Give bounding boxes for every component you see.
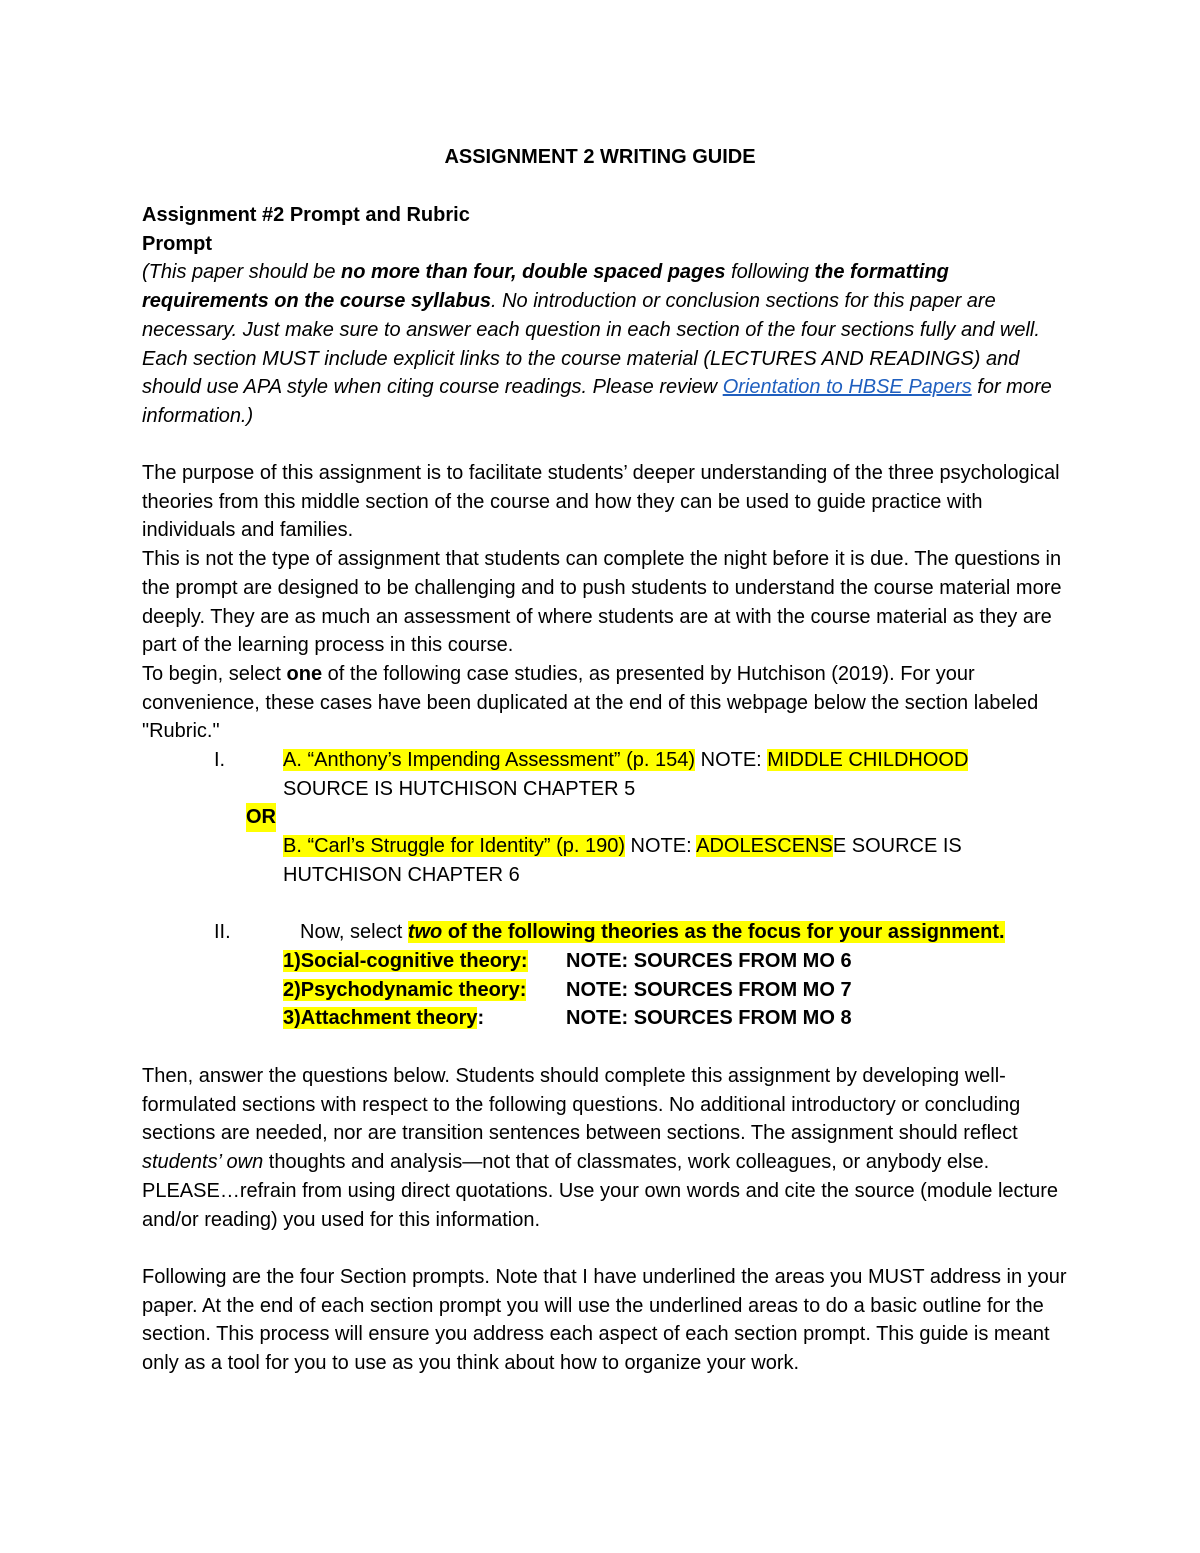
then-text-2: thoughts and analysis—not that of classmates, work colleagues, or anybody else. PLEASE…refrain from using direct quotations. Use your own words and cite the source (module lecture and/or reading) you used for this information. bbox=[142, 1151, 1058, 1231]
then-text-1: Then, answer the questions below. Students should complete this assignment by developing well-formulated sections with respect to the following questions. No additional introductory or concluding sections are needed, nor are transition sentences between sections. The assignment should reflect bbox=[142, 1065, 1021, 1145]
then-paragraph bbox=[142, 1062, 1072, 1234]
begin-text-2: of the following case studies, as presented by Hutchison (2019). For your convenience, these cases have been duplicated at the end of this webpage below the section labeled "Rubric." bbox=[142, 662, 1039, 743]
begin-paragraph bbox=[142, 660, 1072, 746]
case-b-highlight: ADOLESCENS bbox=[696, 835, 833, 857]
orientation-link[interactable]: Orientation to HBSE Papers bbox=[722, 376, 972, 399]
purpose-section bbox=[142, 459, 1072, 746]
prompt-text-3: . No introduction or conclusion sections for this paper are necessary. Just make sure to answer each question in each section of the four sections fully and well. Each section MUST include explicit links to the course material (LECTURES AND READINGS) and should use APA style when citing course readings. Please review bbox=[142, 290, 1040, 399]
select-text: Now, select bbox=[300, 921, 408, 943]
theory-note: NOTE: SOURCES FROM MO 7 bbox=[566, 979, 852, 1001]
case-b-line bbox=[283, 832, 962, 861]
theory-item bbox=[283, 947, 528, 976]
select-text-2: of the following theories as the focus for your assignment. bbox=[442, 921, 1005, 943]
case-b-source-2: HUTCHISON CHAPTER 6 bbox=[283, 864, 520, 886]
prompt-bold-formatting: the formatting requirements on the course syllabus bbox=[142, 261, 949, 313]
theory-name: 1)Social-cognitive theory: bbox=[283, 950, 528, 972]
list-numeral-ii: II. bbox=[214, 921, 231, 943]
theory-tail: : bbox=[477, 1007, 485, 1029]
begin-text-1: To begin, select bbox=[142, 662, 287, 685]
prompt-paragraph bbox=[142, 258, 1072, 430]
prompt-text-4: for more information.) bbox=[142, 376, 1052, 427]
case-a-line bbox=[283, 746, 968, 775]
theory-note: NOTE: SOURCES FROM MO 6 bbox=[566, 950, 852, 972]
theory-name: 3)Attachment theory bbox=[283, 1007, 478, 1029]
select-theories-line bbox=[300, 918, 1005, 947]
case-a-note: NOTE: bbox=[695, 749, 768, 771]
prompt-text-2: following bbox=[725, 261, 815, 284]
list-numeral-i: I. bbox=[214, 749, 226, 771]
prompt-section bbox=[142, 201, 1072, 431]
challenge-paragraph: This is not the type of assignment that students can complete the night before it is due. The questions in the prompt are designed to be challenging and to push students to understand the course material more deeply. They are as much an assessment of where students are at with the course material as they are part of the learning process in this course. bbox=[142, 548, 1062, 657]
or-label: OR bbox=[246, 803, 276, 832]
page-title: ASSIGNMENT 2 WRITING GUIDE bbox=[444, 146, 756, 168]
theory-item bbox=[283, 976, 526, 1005]
case-b-title: B. “Carl’s Struggle for Identity” (p. 190) bbox=[283, 835, 625, 857]
theory-name: 2)Psychodynamic theory: bbox=[283, 979, 527, 1001]
case-b-source-1: E SOURCE IS bbox=[832, 835, 962, 857]
select-two: two bbox=[407, 921, 443, 943]
case-b-note: NOTE: bbox=[625, 835, 697, 857]
prompt-text-1: (This paper should be bbox=[142, 261, 342, 284]
prompt-subheading: Prompt bbox=[142, 232, 212, 255]
assignment-heading: Assignment #2 Prompt and Rubric bbox=[142, 204, 470, 226]
prompt-bold-pages: no more than four, double spaced pages bbox=[341, 261, 726, 284]
case-a-source: SOURCE IS HUTCHISON CHAPTER 5 bbox=[283, 778, 636, 800]
case-a-title: A. “Anthony’s Impending Assessment” (p. 154) bbox=[283, 749, 696, 771]
case-a-highlight: MIDDLE CHILDHOOD bbox=[767, 749, 969, 771]
following-paragraph: Following are the four Section prompts. Note that I have underlined the areas you MUST address in your paper. At the end of each section prompt you will use the underlined areas to do a basic outline for the section. This process will ensure you address each aspect of each section prompt. This guide is meant only as a tool for you to use as you think about how to organize your work. bbox=[142, 1266, 1067, 1375]
theory-note: NOTE: SOURCES FROM MO 8 bbox=[566, 1007, 852, 1029]
begin-bold-one: one bbox=[286, 662, 323, 685]
then-italic: students’ own bbox=[142, 1151, 264, 1174]
theory-item bbox=[283, 1004, 484, 1033]
purpose-paragraph: The purpose of this assignment is to facilitate students’ deeper understanding of the three psychological theories from this middle section of the course and how they can be used to guide practice with individuals and families. bbox=[142, 462, 1060, 542]
